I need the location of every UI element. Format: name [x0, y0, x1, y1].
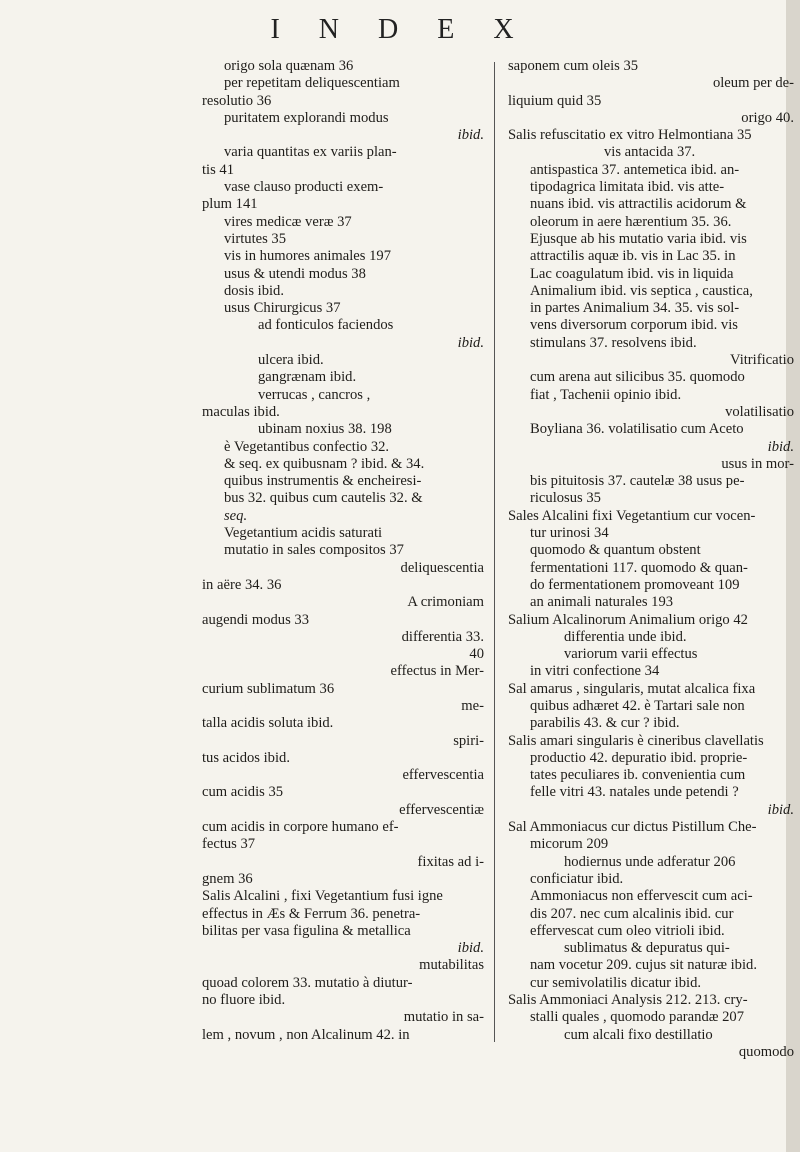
- index-line: stalli quales , quomodo parandæ 207: [530, 1009, 745, 1026]
- index-line: quomodo & quantum obstent: [530, 542, 701, 559]
- index-line: Vegetantium acidis saturati: [224, 525, 383, 542]
- index-line: fixitas ad i-: [417, 853, 484, 870]
- index-line: dis 207. nec cum alcalinis ibid. cur: [530, 905, 734, 922]
- index-line: parabilis 43. & cur ? ibid.: [530, 715, 680, 732]
- index-line: antispastica 37. antemetica ibid. an-: [530, 161, 740, 178]
- index-line: nam vocetur 209. cujus sit naturæ ibid.: [530, 957, 757, 974]
- index-line: quoad colorem 33. mutatio à diutur-: [202, 974, 413, 991]
- index-line: origo 40.: [741, 109, 794, 126]
- index-line: do fermentationem promoveant 109: [530, 576, 740, 593]
- index-line: cur semivolatilis dicatur ibid.: [530, 974, 702, 991]
- index-line: resolutio 36: [202, 92, 272, 109]
- index-line: seq.: [224, 507, 248, 524]
- index-line: dosis ibid.: [224, 282, 285, 299]
- index-line: usus in mor-: [721, 455, 794, 472]
- index-line: in aëre 34. 36: [202, 576, 282, 593]
- index-line: tus acidos ibid.: [202, 749, 290, 766]
- index-line: ulcera ibid.: [258, 352, 324, 369]
- index-line: ad fonticulos faciendos: [258, 317, 394, 334]
- column-divider: [494, 62, 495, 1042]
- index-line: effectus in Æs & Ferrum 36. penetra-: [202, 905, 421, 922]
- index-line: in partes Animalium 34. 35. vis sol-: [530, 300, 740, 317]
- index-line: quibus instrumentis & encheiresi-: [224, 473, 422, 490]
- index-line: puritatem explorandi modus: [224, 109, 389, 126]
- index-line: Sal amarus , singularis, mutat alcalica fixa: [508, 680, 756, 697]
- index-line: effervescat cum oleo vitrioli ibid.: [530, 922, 725, 939]
- index-line: fermentationi 117. quomodo & quan-: [530, 559, 748, 576]
- index-line: fectus 37: [202, 836, 256, 853]
- index-line: bilitas per vasa figulina & metallica: [202, 922, 411, 939]
- index-line: 40: [469, 646, 484, 663]
- index-line: riculosus 35: [530, 490, 601, 507]
- index-line: ibid.: [767, 801, 794, 818]
- index-line: Salis amari singularis è cineribus clavellatis: [508, 732, 764, 749]
- index-line: & seq. ex quibusnam ? ibid. & 34.: [224, 455, 425, 472]
- index-line: nuans ibid. vis attractilis acidorum &: [530, 196, 747, 213]
- index-line: quomodo: [738, 1043, 794, 1060]
- index-line: oleum per de-: [712, 75, 794, 92]
- index-line: verrucas , cancros ,: [258, 386, 371, 403]
- index-line: vires medicæ veræ 37: [224, 213, 352, 230]
- index-line: vis antacida 37.: [604, 144, 696, 161]
- index-line: differentia unde ibid.: [564, 628, 687, 645]
- index-line: ibid.: [457, 127, 484, 144]
- index-line: Salis Alcalini , fixi Vegetantium fusi igne: [202, 888, 443, 905]
- left-column: [202, 58, 484, 1044]
- index-line: Ejusque ab his mutatio varia ibid. vis: [530, 230, 747, 247]
- index-line: A crimoniam: [407, 594, 484, 611]
- index-line: cum acidis in corpore humano ef-: [202, 819, 399, 836]
- index-line: effectus in Mer-: [390, 663, 484, 680]
- index-line: productio 42. depuratio ibid. proprie-: [530, 749, 748, 766]
- index-line: felle vitri 43. natales unde petendi ?: [530, 784, 739, 801]
- index-line: liquium quid 35: [508, 92, 602, 109]
- index-line: lem , novum , non Alcalinum 42. in: [202, 1026, 410, 1043]
- index-line: Ammoniacus non effervescit cum aci-: [530, 888, 753, 905]
- index-line: attractilis aquæ ib. vis in Lac 35. in: [530, 248, 736, 265]
- index-line: talla acidis soluta ibid.: [202, 715, 334, 732]
- index-line: varia quantitas ex variis plan-: [224, 144, 397, 161]
- index-line: ibid.: [457, 940, 484, 957]
- index-line: tipodagrica limitata ibid. vis atte-: [530, 179, 725, 196]
- index-line: gangrænam ibid.: [258, 369, 357, 386]
- page-header: I N D E X: [270, 14, 530, 45]
- index-line: bis pituitosis 37. cautelæ 38 usus pe-: [530, 473, 745, 490]
- index-line: mutabilitas: [419, 957, 484, 974]
- right-column: [508, 58, 794, 1061]
- index-line: Vitrificatio: [730, 352, 794, 369]
- index-line: usus Chirurgicus 37: [224, 300, 341, 317]
- index-line: no fluore ibid.: [202, 992, 286, 1009]
- index-line: quibus adhæret 42. è Tartari sale non: [530, 697, 745, 714]
- index-line: me-: [461, 697, 484, 714]
- index-line: Lac coagulatum ibid. vis in liquida: [530, 265, 734, 282]
- index-line: Sales Alcalini fixi Vegetantium cur vocen-: [508, 507, 756, 524]
- index-line: virtutes 35: [224, 230, 287, 247]
- index-line: conficiatur ibid.: [530, 870, 624, 887]
- index-line: vase clauso producti exem-: [224, 179, 384, 196]
- index-line: Animalium ibid. vis septica , caustica,: [530, 282, 753, 299]
- index-line: stimulans 37. resolvens ibid.: [530, 334, 697, 351]
- index-line: effervescentia: [402, 767, 484, 784]
- index-line: ibid.: [767, 438, 794, 455]
- index-line: Boyliana 36. volatilisatio cum Aceto: [530, 421, 744, 438]
- index-line: sublimatus & depuratus qui-: [564, 940, 730, 957]
- index-line: Sal Ammoniacus cur dictus Pistillum Che-: [508, 819, 757, 836]
- index-line: plum 141: [202, 196, 258, 213]
- index-line: an animali naturales 193: [530, 594, 674, 611]
- index-line: tur urinosi 34: [530, 525, 609, 542]
- index-line: tates peculiares ib. convenientia cum: [530, 767, 746, 784]
- index-line: usus & utendi modus 38: [224, 265, 366, 282]
- index-line: cum acidis 35: [202, 784, 284, 801]
- index-line: vens diversorum corporum ibid. vis: [530, 317, 738, 334]
- index-line: variorum varii effectus: [564, 646, 698, 663]
- index-line: effervescentiæ: [399, 801, 484, 818]
- index-line: curium sublimatum 36: [202, 680, 335, 697]
- index-line: saponem cum oleis 35: [508, 58, 639, 74]
- index-line: micorum 209: [530, 836, 609, 853]
- index-line: volatilisatio: [725, 403, 794, 420]
- index-line: augendi modus 33: [202, 611, 310, 628]
- index-line: maculas ibid.: [202, 403, 280, 420]
- index-line: Salis Ammoniaci Analysis 212. 213. cry-: [508, 992, 748, 1009]
- index-line: hodiernus unde adferatur 206: [564, 853, 736, 870]
- index-line: ibid.: [457, 334, 484, 351]
- index-line: bus 32. quibus cum cautelis 32. &: [224, 490, 423, 507]
- index-line: differentia 33.: [401, 628, 484, 645]
- index-line: mutatio in sa-: [403, 1009, 484, 1026]
- index-line: gnem 36: [202, 870, 253, 887]
- index-line: spiri-: [453, 732, 484, 749]
- index-line: è Vegetantibus confectio 32.: [224, 438, 390, 455]
- index-line: oleorum in aere hærentium 35. 36.: [530, 213, 732, 230]
- index-line: fiat , Tachenii opinio ibid.: [530, 386, 682, 403]
- index-line: tis 41: [202, 161, 235, 178]
- index-line: cum arena aut silicibus 35. quomodo: [530, 369, 745, 386]
- index-line: cum alcali fixo destillatio: [564, 1026, 713, 1043]
- index-line: mutatio in sales compositos 37: [224, 542, 404, 559]
- index-line: deliquescentia: [400, 559, 484, 576]
- index-line: origo sola quænam 36: [224, 58, 354, 74]
- index-line: ubinam noxius 38. 198: [258, 421, 392, 438]
- index-line: in vitri confectione 34: [530, 663, 660, 680]
- index-line: Salium Alcalinorum Animalium origo 42: [508, 611, 748, 628]
- index-line: per repetitam deliquescentiam: [224, 75, 400, 92]
- index-line: Salis refuscitatio ex vitro Helmontiana 35: [508, 127, 752, 144]
- index-line: vis in humores animales 197: [224, 248, 391, 265]
